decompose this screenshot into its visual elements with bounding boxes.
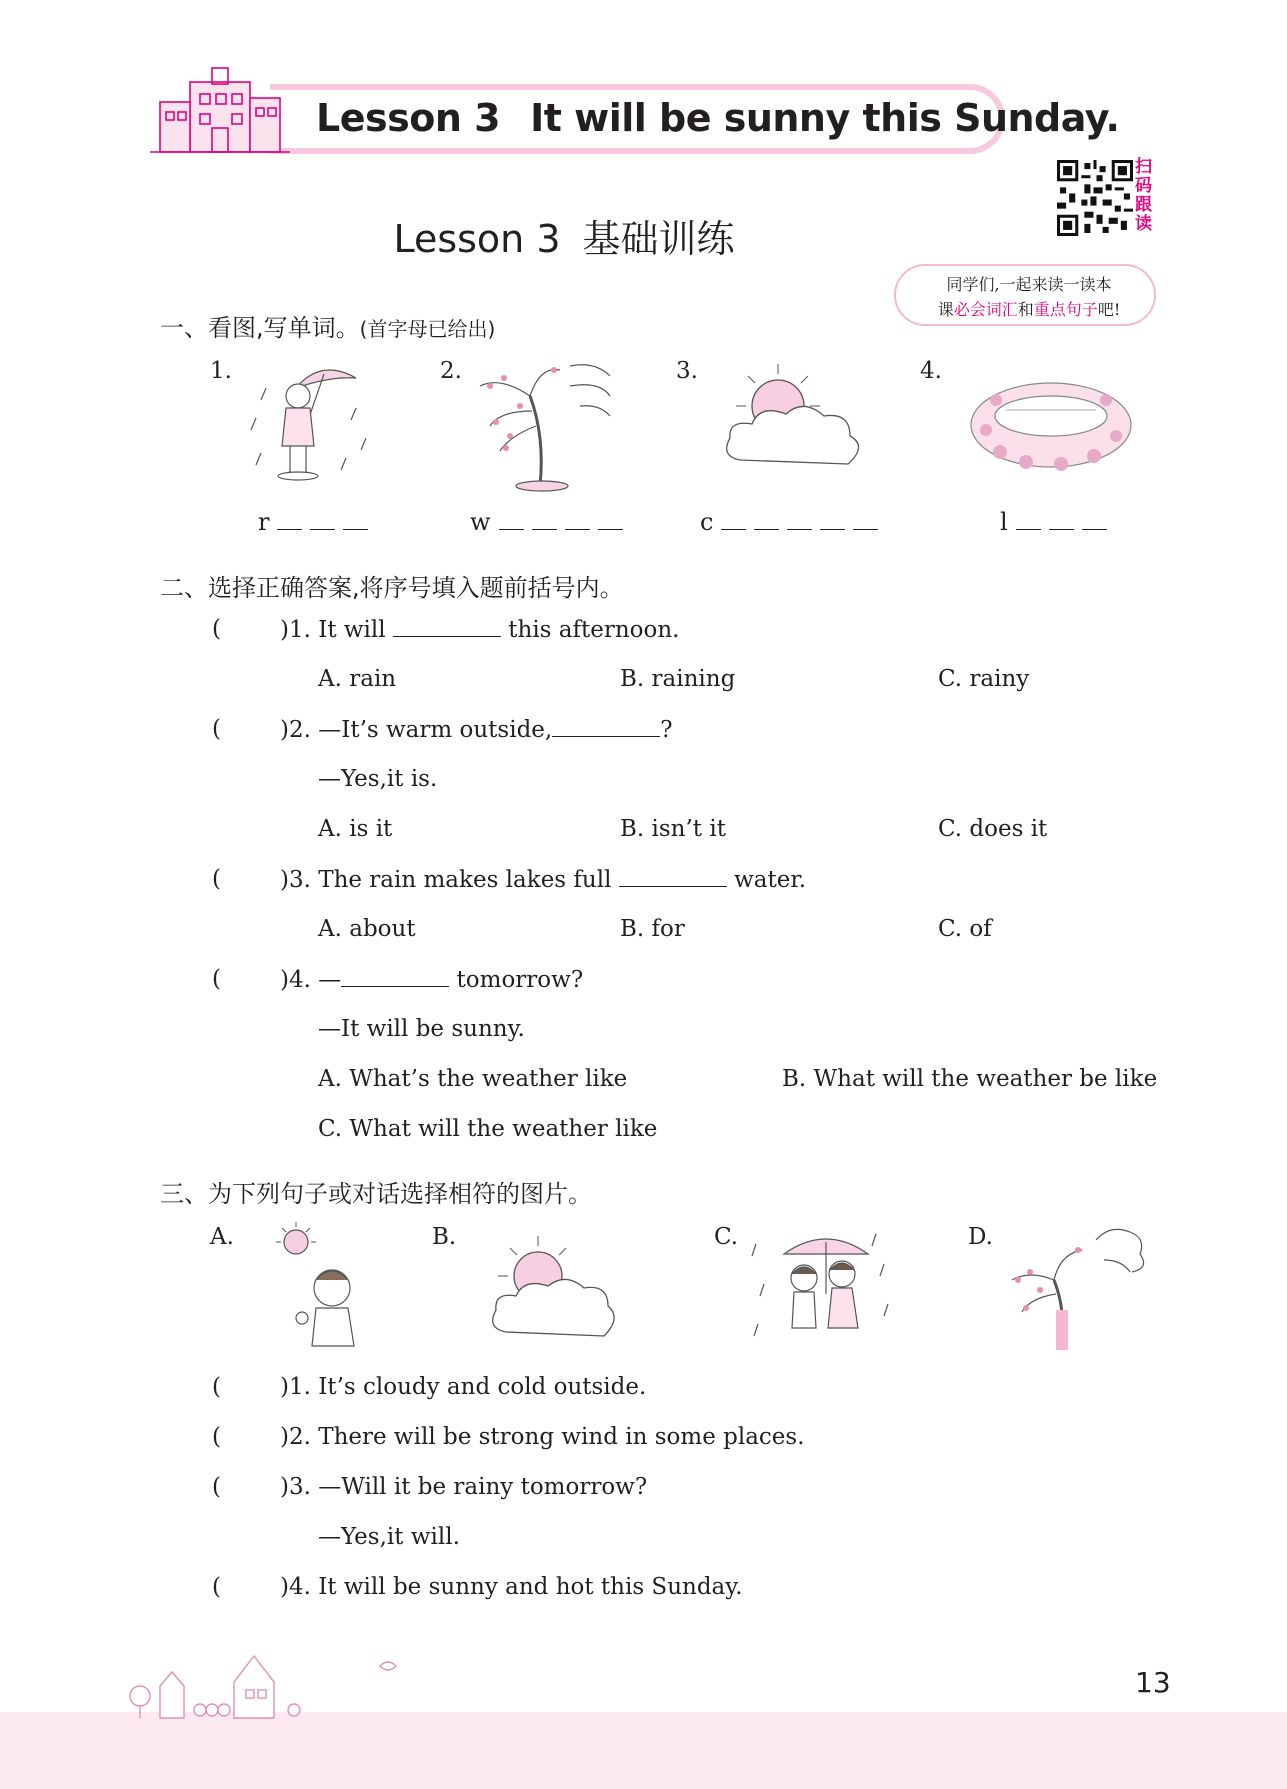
option-c[interactable]: C. of [938,916,992,942]
s1-answer-blank[interactable]: c [700,508,878,536]
question-line: )1. It will this afternoon. [280,617,680,643]
sun-cloud-icon [720,360,870,480]
answer-paren[interactable]: ( [212,966,221,992]
answer-paren[interactable]: ( [212,1424,221,1450]
s1-item-number: 4. [920,358,942,384]
school-building-icon [150,62,290,162]
question-reply: —It will be sunny. [318,1016,525,1042]
sentence-line: )1. It’s cloudy and cold outside. [280,1374,647,1400]
answer-paren[interactable]: ( [212,716,221,742]
picture-label: B. [432,1224,457,1250]
s1-item-number: 3. [676,358,698,384]
option-c[interactable]: C. does it [938,816,1048,842]
s1-answer-blank[interactable]: w [470,508,623,536]
picture-label: A. [210,1224,234,1250]
qr-code-icon[interactable] [1057,160,1133,236]
question-reply: —Yes,it is. [318,766,438,792]
rainy-girl-umbrella-icon [236,358,386,488]
option-a[interactable]: A. rain [318,666,397,692]
picture-label: D. [968,1224,993,1250]
section2-heading: 二、选择正确答案,将序号填入题前括号内。 [160,574,624,602]
question-line: )2. —It’s warm outside, ? [280,717,673,743]
answer-paren[interactable]: ( [212,616,221,642]
s1-item-number: 1. [210,358,232,384]
option-b[interactable]: B. for [620,916,685,942]
lake-icon [966,370,1136,480]
answer-paren[interactable]: ( [212,1574,221,1600]
s1-item-number: 2. [440,358,462,384]
option-b[interactable]: B. isn’t it [620,816,726,842]
section3-heading: 三、为下列句子或对话选择相符的图片。 [160,1180,592,1208]
option-b[interactable]: B. What will the weather be like [782,1066,1158,1092]
s1-answer-blank[interactable]: l [1000,508,1107,536]
option-a[interactable]: A. What’s the weather like [318,1066,628,1092]
windy-tree-icon [1000,1220,1150,1356]
answer-paren[interactable]: ( [212,866,221,892]
town-decoration-icon [120,1646,420,1720]
option-a[interactable]: A. is it [318,816,393,842]
page-title: Lesson 3 It will be sunny this Sunday. [316,96,1120,140]
section-title: Lesson 3 基础训练 [393,217,735,261]
option-c[interactable]: C. rainy [938,666,1030,692]
question-line: )4. — tomorrow? [280,967,584,993]
page-number: 13 [1135,1666,1171,1699]
s1-answer-blank[interactable]: r [258,508,368,536]
answer-paren[interactable]: ( [212,1474,221,1500]
section1-heading: 一、看图,写单词。(首字母已给出) [160,314,496,342]
picture-label: C. [714,1224,739,1250]
sentence-line: )2. There will be strong wind in some places. [280,1424,805,1450]
sentence-line: )3. —Will it be rainy tomorrow? [280,1474,648,1500]
sentence-reply: —Yes,it will. [318,1524,460,1550]
sentence-line: )4. It will be sunny and hot this Sunday. [280,1574,743,1600]
option-c[interactable]: C. What will the weather like [318,1116,658,1142]
option-b[interactable]: B. raining [620,666,736,692]
sun-cloud-icon [486,1232,622,1348]
speech-bubble-text: 同学们,一起来读一读本 课必会词汇和重点句子吧! [937,275,1121,319]
windy-tree-icon [470,356,620,492]
footer-band [0,1712,1287,1789]
option-a[interactable]: A. about [318,916,416,942]
question-line: )3. The rain makes lakes full water. [280,867,807,893]
rainy-children-umbrella-icon [746,1224,896,1354]
answer-paren[interactable]: ( [212,1374,221,1400]
hot-sunny-boy-icon [258,1222,368,1350]
qr-label: 扫码跟读 [1135,157,1152,234]
